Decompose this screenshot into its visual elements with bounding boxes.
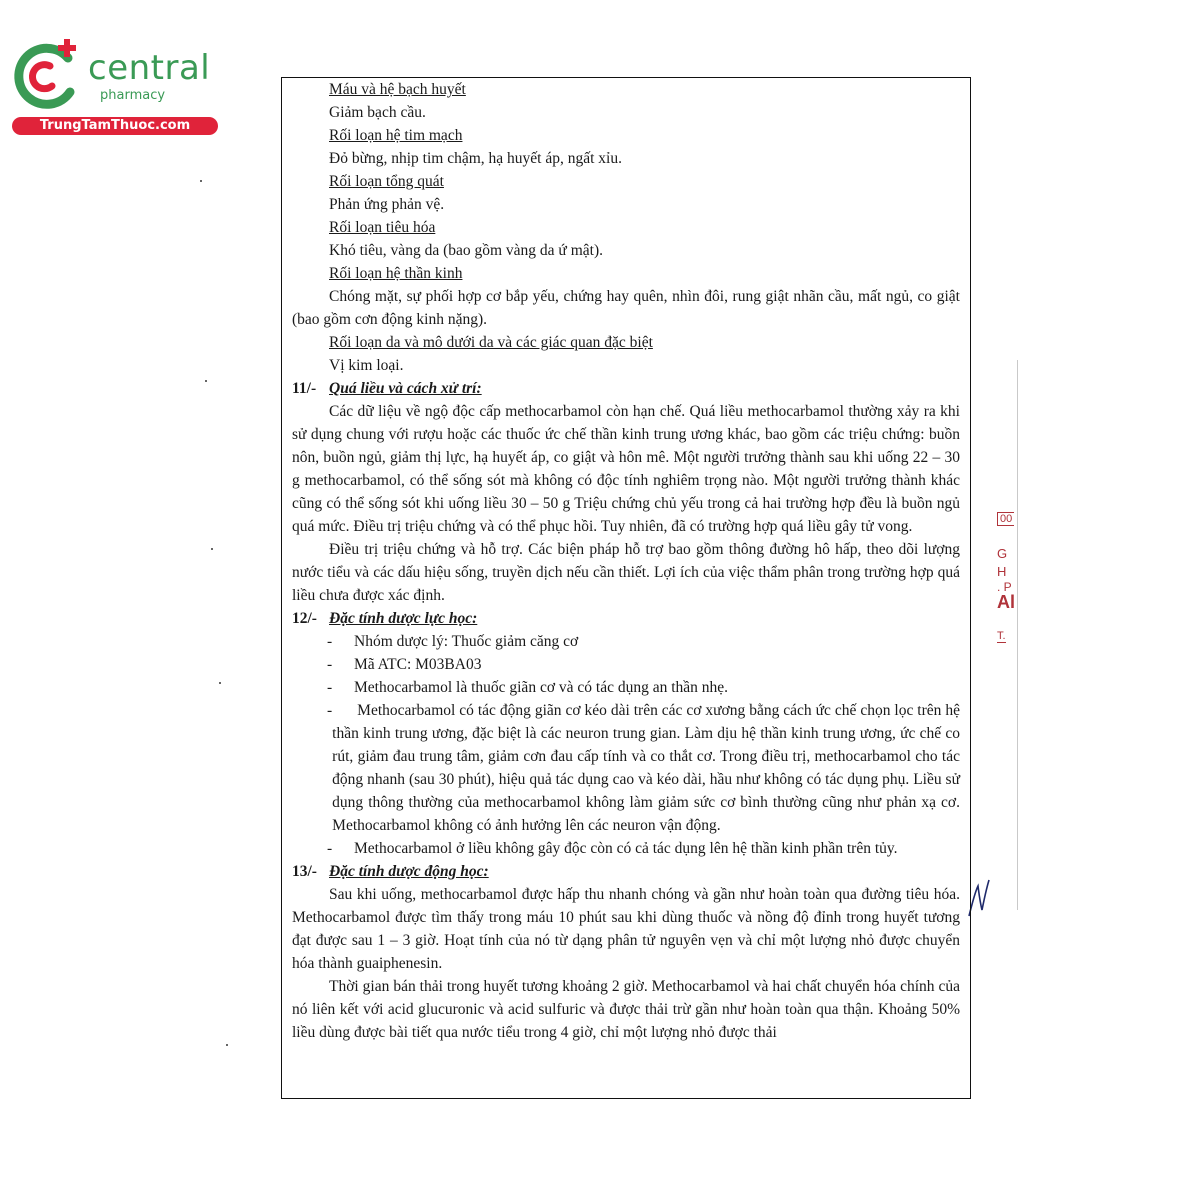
category-text: Khó tiêu, vàng da (bao gồm vàng da ứ mật). <box>329 242 603 259</box>
stamp-fragment: H <box>997 564 1007 579</box>
section-title: Đặc tính dược lực học: <box>329 610 478 627</box>
bullet-dash: - <box>327 633 333 650</box>
section-13-heading <box>292 860 960 883</box>
category-text: Vị kim loại. <box>329 357 404 374</box>
category-heading: Rối loạn hệ tim mạch <box>329 127 463 144</box>
scan-speck <box>211 548 213 550</box>
category-text: Giảm bạch cầu. <box>329 104 426 121</box>
logo-mark-icon <box>8 36 88 116</box>
document-body <box>292 78 960 1044</box>
bullet-dash: - <box>327 840 333 857</box>
bullet-text: Methocarbamol có tác động giãn cơ kéo dài trên các cơ xương bằng cách ức chế chọn lọc trên hệ thần kinh trung ương, đặc biệt là các neuron trung gian. Làm dịu hệ thần kinh trung ương, ức chế co rút, giảm đau trung tâm, giảm cơn đau cấp tính và co thắt cơ. Trong điều trị, methocarbamol cho tác động nhanh (sau 30 phút), hiệu quả tác dụng cao và kéo dài, hầu như không có tác dụng phụ. Liều sử dụng thông thường của methocarbamol không làm giảm sức cơ bình thường cũng như phản xạ cơ. Methocarbamol không có ảnh hưởng lên các neuron vận động. <box>332 702 960 834</box>
section-number: 13/- <box>292 863 317 880</box>
logo-brand: central <box>88 48 211 88</box>
bullet-text: Methocarbamol là thuốc giãn cơ và có tác dụng an thần nhẹ. <box>354 679 729 696</box>
category-heading: Máu và hệ bạch huyết <box>329 81 466 98</box>
paragraph: Điều trị triệu chứng và hỗ trợ. Các biện pháp hỗ trợ bao gồm thông đường hô hấp, theo dõi lượng nước tiểu và các dấu hiệu sống, truyền dịch nếu cần thiết. Lợi ích của việc thẩm phân trong trường hợp quá liều chưa được xác định. <box>292 541 960 604</box>
paragraph: Sau khi uống, methocarbamol được hấp thu nhanh chóng và gần như hoàn toàn qua đường tiêu hóa. Methocarbamol được tìm thấy trong máu 10 phút sau khi dùng thuốc và nồng độ đỉnh trong huyết tương đạt được sau 1 – 3 giờ. Hoạt tính của nó từ dạng phân tử nguyên vẹn và chỉ một lượng nhỏ được chuyển hóa thành guaiphenesin. <box>292 886 960 972</box>
scan-speck <box>200 180 202 182</box>
category-text: Chóng mặt, sự phối hợp cơ bắp yếu, chứng hay quên, nhìn đôi, rung giật nhãn cầu, mất ngủ, co giật (bao gồm cơn động kinh nặng). <box>292 288 960 328</box>
bullet-dash: - <box>327 656 333 673</box>
bullet-item <box>292 699 960 837</box>
logo-url: TrungTamThuoc.com <box>12 117 218 135</box>
bullet-dash: - <box>327 702 333 719</box>
document-frame <box>281 77 971 1099</box>
bullet-item <box>292 837 960 860</box>
category-text: Phản ứng phản vệ. <box>329 196 445 213</box>
pharmacy-logo <box>8 36 218 136</box>
section-title: Quá liều và cách xử trí: <box>329 380 482 397</box>
stamp-fragment: . P <box>997 580 1012 594</box>
section-12-heading <box>292 607 960 630</box>
paragraph: Thời gian bán thải trong huyết tương khoảng 2 giờ. Methocarbamol và hai chất chuyển hóa chính của nó liên kết với acid glucuronic và acid sulfuric và được thải trừ gần như hoàn toàn qua thận. Khoảng 50% liều dùng được bài tiết qua nước tiểu trong 4 giờ, chỉ một lượng nhỏ được thải <box>292 978 960 1041</box>
bullet-item <box>292 676 960 699</box>
stamp-fragment: Al <box>997 592 1015 612</box>
stamp-fragment: T. <box>997 630 1006 642</box>
section-number: 11/- <box>292 380 317 397</box>
stamp-fragment: 00 <box>997 512 1014 526</box>
scan-speck <box>205 380 207 382</box>
category-heading: Rối loạn tổng quát <box>329 173 444 190</box>
scan-speck <box>226 1044 228 1046</box>
bullet-item <box>292 653 960 676</box>
bullet-item <box>292 630 960 653</box>
page-edge-line <box>1017 360 1018 910</box>
section-11-heading <box>292 377 960 400</box>
section-number: 12/- <box>292 610 317 627</box>
stamp-fragment: G <box>997 546 1008 561</box>
paragraph: Các dữ liệu về ngộ độc cấp methocarbamol còn hạn chế. Quá liều methocarbamol thường xảy ra khi sử dụng chung với rượu hoặc các thuốc ức chế thần kinh trung ương khác, bao gồm các triệu chứng: buồn nôn, buồn ngủ, giảm thị lực, hạ huyết áp, co giật và hôn mê. Một người trưởng thành sau khi uống 22 – 30 g methocarbamol, có thể sống sót mà không có độc tính nghiêm trọng nào. Một người trưởng thành khác cũng có thể sống sót khi uống liều 30 – 50 g Triệu chứng chủ yếu trong cả hai trường hợp đều là buồn ngủ quá mức. Điều trị triệu chứng và có thể phục hồi. Tuy nhiên, đã có trường hợp quá liều gây tử vong. <box>292 403 960 535</box>
category-heading: Rối loạn da và mô dưới da và các giác quan đặc biệt <box>329 334 653 351</box>
logo-sub: pharmacy <box>100 88 166 103</box>
bullet-text: Nhóm dược lý: Thuốc giảm căng cơ <box>354 633 579 650</box>
bullet-text: Methocarbamol ở liều không gây độc còn có cả tác dụng lên hệ thần kinh phần trên tủy. <box>354 840 898 857</box>
scan-speck <box>219 682 221 684</box>
bullet-dash: - <box>327 679 333 696</box>
category-heading: Rối loạn hệ thần kinh <box>329 265 463 282</box>
bullet-text: Mã ATC: M03BA03 <box>354 656 482 673</box>
category-heading: Rối loạn tiêu hóa <box>329 219 436 236</box>
section-title: Đặc tính dược động học: <box>329 863 489 880</box>
category-text: Đỏ bừng, nhịp tim chậm, hạ huyết áp, ngất xỉu. <box>329 150 622 167</box>
